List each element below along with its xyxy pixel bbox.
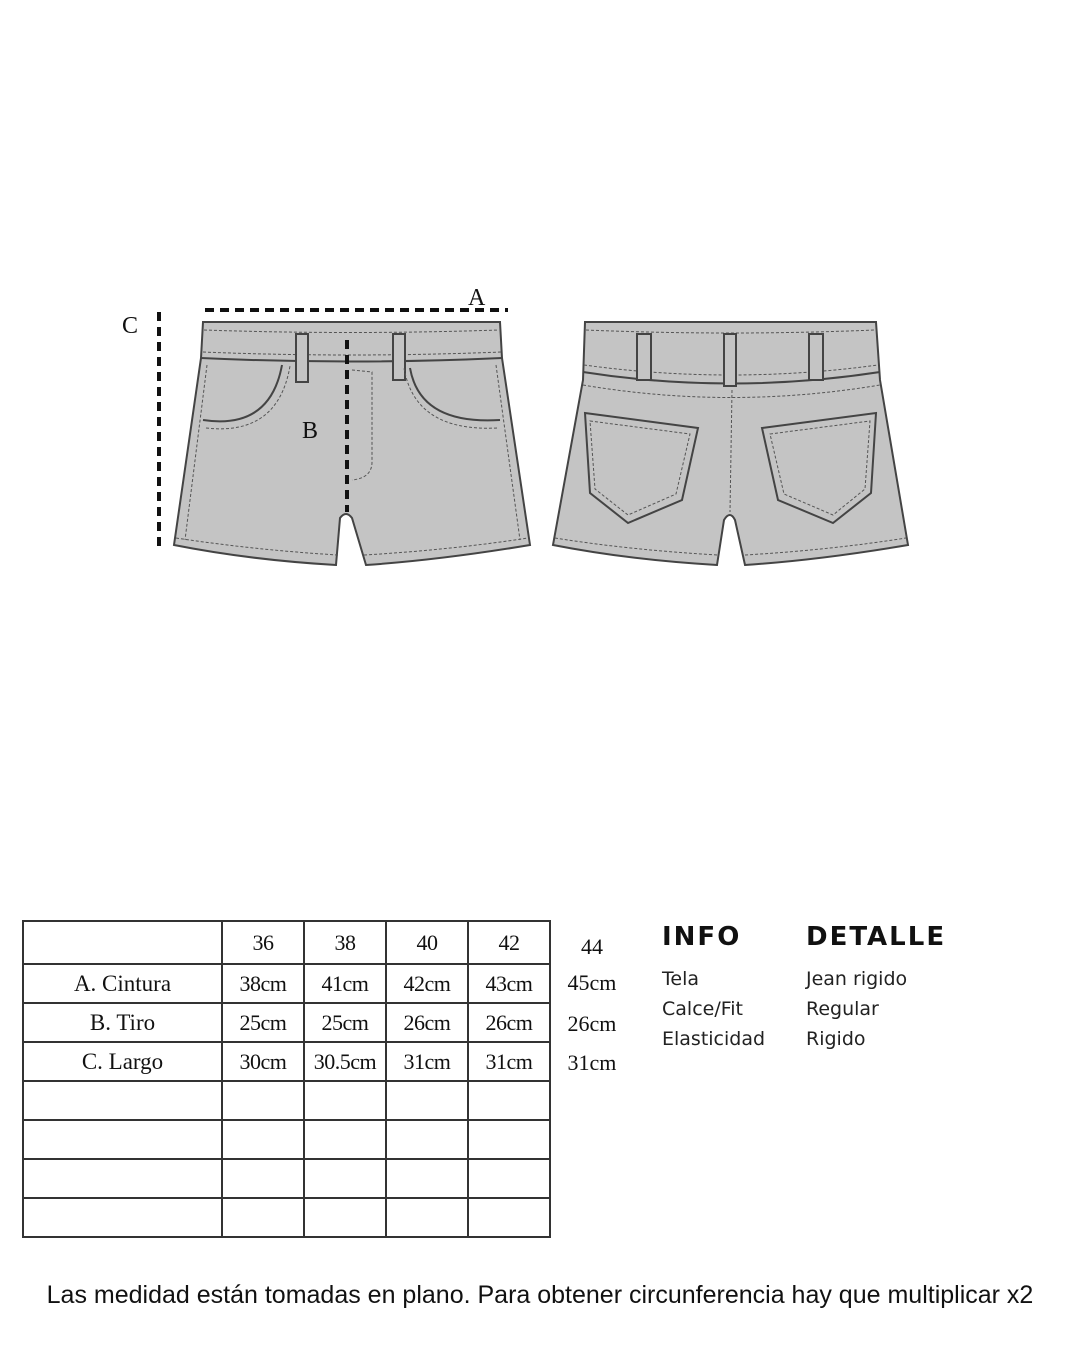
empty-row	[23, 1081, 550, 1120]
table-cell: 38cm	[222, 964, 304, 1003]
size-table	[22, 920, 551, 1238]
info-value-tela: Jean rigido	[806, 968, 908, 990]
table-cell: 30cm	[222, 1042, 304, 1081]
size-header-42: 42	[468, 921, 550, 964]
shorts-front-view	[159, 310, 530, 565]
row-label-tiro: B. Tiro	[23, 1003, 222, 1042]
size-header-38: 38	[304, 921, 386, 964]
info-key-tela: Tela	[662, 968, 699, 990]
table-cell: 26cm	[567, 1011, 617, 1036]
size-header-40: 40	[386, 921, 468, 964]
size-header-36: 36	[222, 921, 304, 964]
empty-row	[23, 1159, 550, 1198]
empty-row	[23, 1120, 550, 1159]
table-cell: 31cm	[468, 1042, 550, 1081]
info-value-fit: Regular	[806, 998, 879, 1020]
table-cell: 41cm	[304, 964, 386, 1003]
table-cell: 30.5cm	[304, 1042, 386, 1081]
table-cell: 42cm	[386, 964, 468, 1003]
dimension-label-a: A	[468, 285, 486, 311]
info-heading: INFO	[662, 922, 742, 952]
empty-row	[23, 1198, 550, 1237]
measurement-footnote: Las medidad están tomadas en plano. Para obtener circunferencia hay que multiplicar x2	[46, 1281, 1034, 1309]
shorts-back-view	[553, 322, 908, 565]
table-cell: 26cm	[468, 1003, 550, 1042]
table-row	[23, 1042, 550, 1081]
table-cell: 45cm	[567, 970, 617, 995]
table-row	[23, 964, 550, 1003]
row-label-cintura: A. Cintura	[23, 964, 222, 1003]
dimension-label-c: C	[122, 313, 139, 339]
table-corner-cell	[23, 921, 222, 964]
table-cell: 26cm	[386, 1003, 468, 1042]
info-key-fit: Calce/Fit	[662, 998, 744, 1020]
info-value-elasticidad: Rigido	[806, 1028, 866, 1050]
table-cell: 25cm	[304, 1003, 386, 1042]
info-key-elasticidad: Elasticidad	[662, 1028, 766, 1050]
table-row	[23, 1003, 550, 1042]
table-cell: 31cm	[386, 1042, 468, 1081]
size-header-44: 44	[581, 934, 603, 959]
size-header-row	[23, 921, 550, 964]
table-cell: 25cm	[222, 1003, 304, 1042]
dimension-label-b: B	[302, 418, 319, 444]
detalle-heading: DETALLE	[806, 922, 947, 952]
table-cell: 31cm	[567, 1050, 617, 1075]
table-cell: 43cm	[468, 964, 550, 1003]
row-label-largo: C. Largo	[23, 1042, 222, 1081]
